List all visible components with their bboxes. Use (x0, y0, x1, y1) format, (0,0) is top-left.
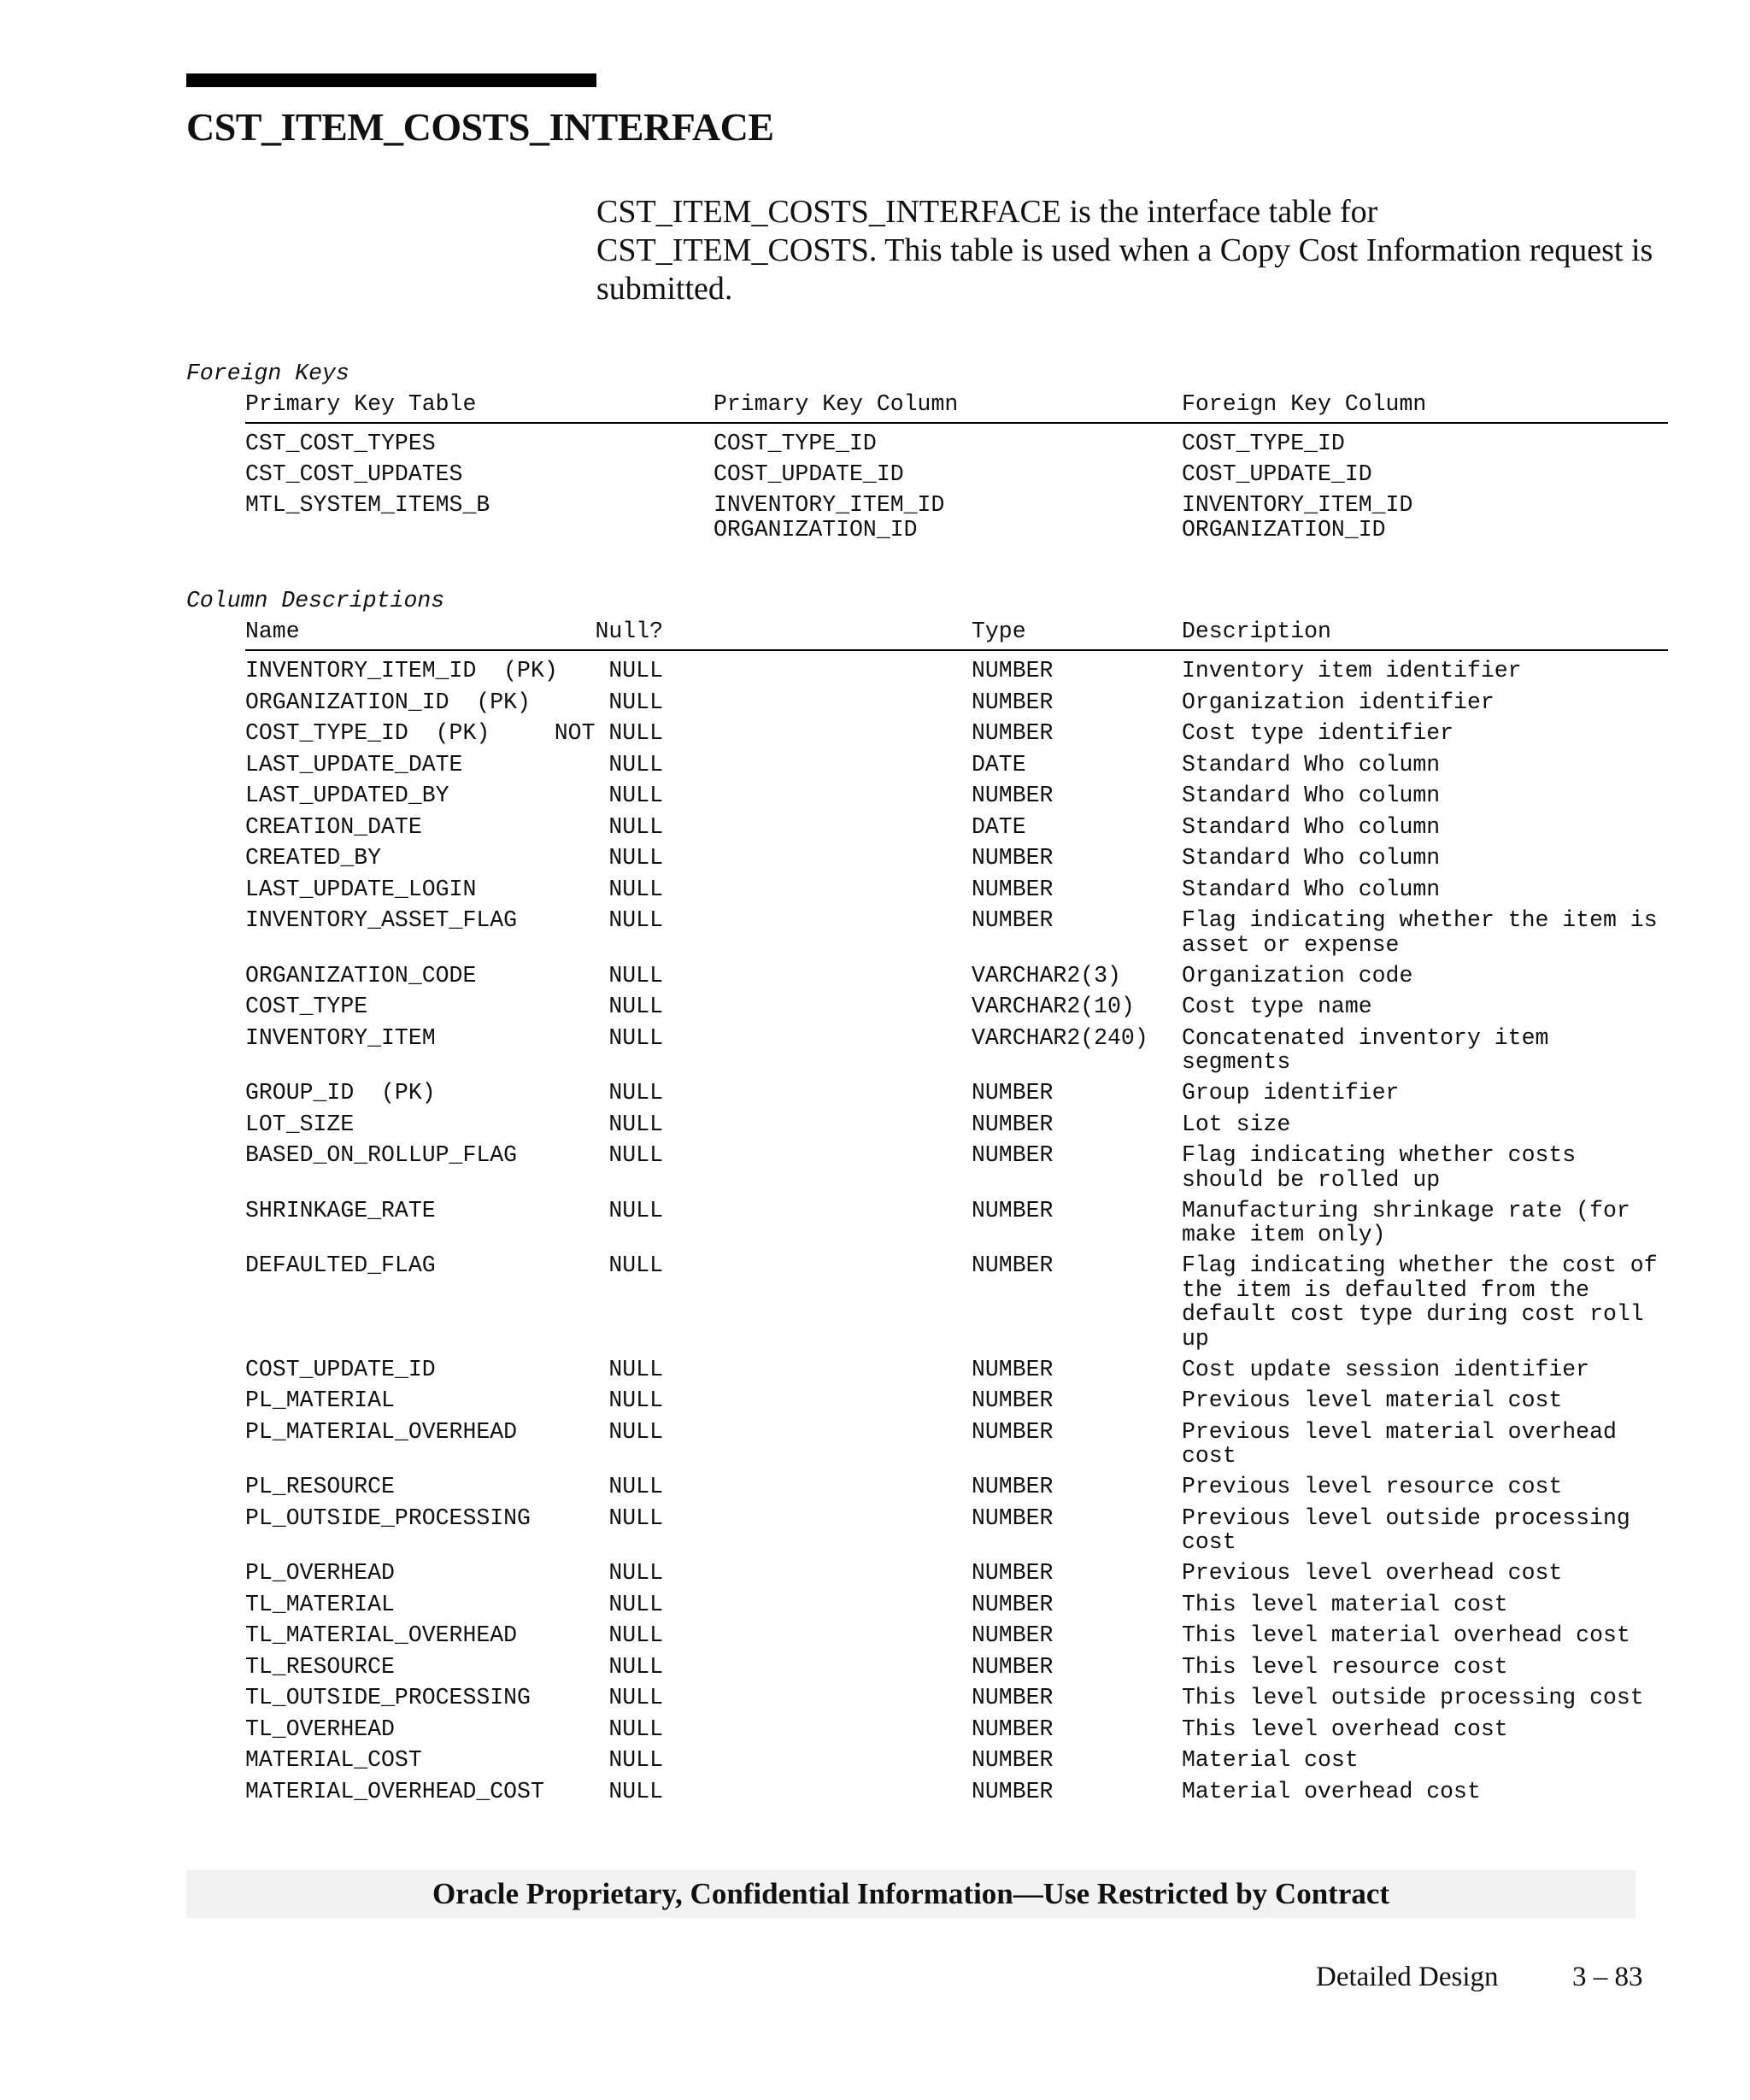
fk-fk-cell: INVENTORY_ITEM_ID ORGANIZATION_ID (1182, 492, 1413, 543)
column-name-cell: BASED_ON_ROLLUP_FLAG (245, 1142, 518, 1168)
column-description-cell: Previous level resource cost (1182, 1474, 1563, 1499)
column-name-cell: TL_MATERIAL (245, 1591, 395, 1617)
column-description-cell: Standard Who column (1182, 751, 1441, 777)
column-null-cell: NULL (608, 783, 663, 808)
column-name-cell: PL_RESOURCE (245, 1474, 395, 1499)
fk-header-table: Primary Key Table (245, 391, 477, 417)
column-row (245, 1199, 1668, 1254)
column-type-cell: NUMBER (972, 720, 1054, 746)
column-type-cell: DATE (972, 751, 1026, 777)
column-name-cell: TL_MATERIAL_OVERHEAD (245, 1622, 518, 1648)
column-null-cell: NULL (608, 1716, 663, 1742)
section-rule (186, 73, 596, 87)
column-description-cell: This level resource cost (1182, 1653, 1508, 1680)
intro-paragraph: CST_ITEM_COSTS_INTERFACE is the interface table for CST_ITEM_COSTS. This table is used when a Copy Cost Information request is submitted. (596, 194, 1653, 307)
column-type-cell: DATE (972, 813, 1026, 840)
column-name-cell: COST_UPDATE_ID (245, 1356, 436, 1382)
section-name: Detailed Design (1316, 1962, 1499, 1992)
column-name-cell: PL_MATERIAL (245, 1387, 395, 1413)
column-name-cell: LAST_UPDATE_LOGIN (245, 876, 477, 902)
column-name-cell: GROUP_ID (PK) (245, 1080, 436, 1106)
column-description-cell: Flag indicating whether the cost of the item is defaulted from the default cost type during cost roll up (1182, 1252, 1658, 1352)
column-description-cell: Standard Who column (1182, 876, 1441, 902)
column-null-cell: NULL (608, 1474, 663, 1499)
column-type-cell: NUMBER (972, 1685, 1054, 1710)
col-header-description: Description (1182, 619, 1331, 644)
column-type-cell: NUMBER (972, 1505, 1054, 1531)
column-null-cell: NULL (608, 1024, 663, 1051)
fk-row (245, 431, 1668, 462)
column-type-cell: NUMBER (972, 1474, 1054, 1499)
column-null-cell: NULL (608, 689, 663, 715)
col-header-type: Type (972, 619, 1026, 644)
column-description-cell: This level material overhead cost (1182, 1622, 1630, 1648)
column-description-cell: Standard Who column (1182, 813, 1441, 840)
column-null-cell: NOT NULL (554, 720, 663, 746)
column-row (245, 1358, 1668, 1389)
column-null-cell: NULL (608, 1252, 663, 1278)
foreign-keys-label: Foreign Keys (186, 361, 349, 386)
column-null-cell: NULL (608, 962, 663, 988)
column-name-cell: INVENTORY_ITEM_ID (PK) (245, 658, 558, 683)
column-null-cell: NULL (608, 1591, 663, 1617)
columns-table (245, 659, 1668, 1810)
column-name-cell: LAST_UPDATED_BY (245, 783, 449, 808)
column-null-cell: NULL (608, 1418, 663, 1445)
column-type-cell: NUMBER (972, 689, 1054, 715)
column-row (245, 1026, 1668, 1082)
column-type-cell: NUMBER (972, 783, 1054, 808)
column-name-cell: SHRINKAGE_RATE (245, 1197, 436, 1223)
column-type-cell: NUMBER (972, 1747, 1054, 1773)
column-name-cell: ORGANIZATION_ID (PK) (245, 689, 531, 715)
column-row (245, 1686, 1668, 1717)
fk-pk-cell: INVENTORY_ITEM_ID ORGANIZATION_ID (714, 492, 945, 543)
confidential-banner (186, 1870, 1635, 1918)
column-name-cell: CREATED_BY (245, 845, 382, 871)
column-row (245, 1388, 1668, 1420)
column-null-cell: NULL (608, 876, 663, 902)
column-null-cell: NULL (608, 994, 663, 1019)
column-null-cell: NULL (608, 658, 663, 683)
column-type-cell: NUMBER (972, 1080, 1054, 1106)
col-header-null: Null? (595, 619, 663, 644)
column-row (245, 964, 1668, 995)
column-row (245, 1748, 1668, 1780)
column-null-cell: NULL (608, 1653, 663, 1680)
column-description-cell: Standard Who column (1182, 845, 1441, 871)
column-type-cell: NUMBER (972, 907, 1054, 933)
column-description-cell: Organization identifier (1182, 689, 1495, 715)
column-row (245, 1506, 1668, 1562)
column-row (245, 1593, 1668, 1624)
column-type-cell: NUMBER (972, 876, 1054, 902)
column-null-cell: NULL (608, 1747, 663, 1773)
column-description-cell: Standard Who column (1182, 783, 1441, 808)
column-row (245, 1780, 1668, 1811)
fk-pk-cell: COST_UPDATE_ID (714, 461, 904, 487)
column-row (245, 753, 1668, 784)
column-name-cell: TL_OUTSIDE_PROCESSING (245, 1685, 531, 1710)
column-null-cell: NULL (608, 1778, 663, 1804)
column-type-cell: NUMBER (972, 1716, 1054, 1742)
fk-table-cell: CST_COST_TYPES (245, 431, 436, 456)
column-row (245, 721, 1668, 753)
column-row (245, 846, 1668, 877)
column-row (245, 1623, 1668, 1655)
column-row (245, 1253, 1668, 1358)
fk-header-pk: Primary Key Column (714, 391, 959, 417)
column-type-cell: VARCHAR2(3) (972, 962, 1121, 988)
column-row (245, 1655, 1668, 1686)
column-type-cell: NUMBER (972, 1622, 1054, 1648)
column-type-cell: NUMBER (972, 1111, 1054, 1137)
column-type-cell: NUMBER (972, 1356, 1054, 1382)
column-row (245, 877, 1668, 909)
columns-header (245, 619, 1668, 651)
column-type-cell: NUMBER (972, 1252, 1054, 1278)
column-null-cell: NULL (608, 1622, 663, 1648)
column-description-cell: Concatenated inventory item segments (1182, 1024, 1549, 1075)
column-description-cell: Previous level material cost (1182, 1387, 1563, 1413)
column-description-cell: Lot size (1182, 1111, 1291, 1137)
column-description-cell: Cost type identifier (1182, 720, 1454, 746)
column-row (245, 1475, 1668, 1506)
column-description-cell: Flag indicating whether the item is asset or expense (1182, 907, 1658, 958)
column-type-cell: VARCHAR2(10) (972, 994, 1135, 1019)
column-description-cell: Material cost (1182, 1747, 1359, 1773)
column-description-cell: This level overhead cost (1182, 1716, 1508, 1742)
column-description-cell: Material overhead cost (1182, 1778, 1481, 1804)
column-name-cell: LOT_SIZE (245, 1111, 355, 1137)
fk-fk-cell: COST_TYPE_ID (1182, 431, 1345, 456)
fk-table-cell: CST_COST_UPDATES (245, 461, 463, 487)
column-name-cell: DEFAULTED_FLAG (245, 1252, 436, 1278)
column-null-cell: NULL (608, 845, 663, 871)
column-type-cell: NUMBER (972, 1387, 1054, 1413)
fk-row (245, 493, 1668, 548)
column-description-cell: Manufacturing shrinkage rate (for make item only) (1182, 1197, 1630, 1247)
column-null-cell: NULL (608, 751, 663, 777)
column-description-cell: Inventory item identifier (1182, 658, 1522, 683)
column-row (245, 1143, 1668, 1199)
column-type-cell: NUMBER (972, 1560, 1054, 1586)
column-name-cell: ORGANIZATION_CODE (245, 962, 477, 988)
column-name-cell: PL_MATERIAL_OVERHEAD (245, 1418, 518, 1445)
column-row (245, 908, 1668, 964)
column-name-cell: TL_OVERHEAD (245, 1716, 395, 1742)
column-name-cell: COST_TYPE_ID (PK) (245, 720, 490, 746)
column-null-cell: NULL (608, 1356, 663, 1382)
column-null-cell: NULL (608, 1560, 663, 1586)
column-name-cell: INVENTORY_ITEM (245, 1024, 436, 1051)
column-null-cell: NULL (608, 1197, 663, 1223)
column-name-cell: MATERIAL_OVERHEAD_COST (245, 1778, 544, 1804)
column-name-cell: LAST_UPDATE_DATE (245, 751, 463, 777)
column-type-cell: NUMBER (972, 1591, 1054, 1617)
column-row (245, 1717, 1668, 1749)
column-name-cell: MATERIAL_COST (245, 1747, 422, 1773)
column-row (245, 1420, 1668, 1475)
column-row (245, 1081, 1668, 1112)
column-type-cell: NUMBER (972, 1653, 1054, 1680)
column-description-cell: Previous level overhead cost (1182, 1560, 1563, 1586)
col-header-name: Name (245, 619, 300, 644)
fk-fk-cell: COST_UPDATE_ID (1182, 461, 1372, 487)
foreign-keys-header (245, 391, 1668, 424)
column-name-cell: TL_RESOURCE (245, 1653, 395, 1680)
column-null-cell: NULL (608, 1080, 663, 1106)
column-row (245, 1112, 1668, 1144)
foreign-keys-table (245, 431, 1668, 548)
fk-table-cell: MTL_SYSTEM_ITEMS_B (245, 492, 490, 518)
column-name-cell: INVENTORY_ASSET_FLAG (245, 907, 518, 933)
column-null-cell: NULL (608, 1111, 663, 1137)
column-type-cell: NUMBER (972, 658, 1054, 683)
column-row (245, 994, 1668, 1026)
column-description-cell: This level outside processing cost (1182, 1685, 1644, 1710)
column-null-cell: NULL (608, 1142, 663, 1168)
column-null-cell: NULL (608, 1685, 663, 1710)
column-description-cell: This level material cost (1182, 1591, 1508, 1617)
page-number: 3 – 83 (1572, 1962, 1643, 1992)
column-row (245, 783, 1668, 815)
column-type-cell: NUMBER (972, 1142, 1054, 1168)
column-description-cell: Previous level material overhead cost (1182, 1418, 1617, 1469)
column-name-cell: CREATION_DATE (245, 813, 422, 840)
column-description-cell: Flag indicating whether costs should be rolled up (1182, 1142, 1577, 1193)
page-title: CST_ITEM_COSTS_INTERFACE (186, 105, 774, 149)
column-description-cell: Group identifier (1182, 1080, 1400, 1106)
column-type-cell: VARCHAR2(240) (972, 1024, 1148, 1051)
fk-header-fk: Foreign Key Column (1182, 391, 1427, 417)
column-type-cell: NUMBER (972, 1418, 1054, 1445)
column-description-cell: Previous level outside processing cost (1182, 1505, 1630, 1555)
confidential-notice: Oracle Proprietary, Confidential Information––Use Restricted by Contract (432, 1877, 1390, 1910)
column-null-cell: NULL (608, 907, 663, 933)
fk-row (245, 462, 1668, 493)
fk-pk-cell: COST_TYPE_ID (714, 431, 877, 456)
column-descriptions-label: Column Descriptions (186, 588, 445, 613)
column-name-cell: PL_OUTSIDE_PROCESSING (245, 1505, 531, 1531)
column-name-cell: PL_OVERHEAD (245, 1560, 395, 1586)
column-null-cell: NULL (608, 1387, 663, 1413)
column-description-cell: Cost update session identifier (1182, 1356, 1590, 1382)
column-description-cell: Cost type name (1182, 994, 1372, 1019)
column-null-cell: NULL (608, 813, 663, 840)
column-name-cell: COST_TYPE (245, 994, 368, 1019)
column-null-cell: NULL (608, 1505, 663, 1531)
column-type-cell: NUMBER (972, 1778, 1054, 1804)
column-row (245, 690, 1668, 722)
column-row (245, 659, 1668, 690)
column-type-cell: NUMBER (972, 1197, 1054, 1223)
column-type-cell: NUMBER (972, 845, 1054, 871)
column-row (245, 815, 1668, 847)
column-description-cell: Organization code (1182, 962, 1413, 988)
column-row (245, 1561, 1668, 1593)
